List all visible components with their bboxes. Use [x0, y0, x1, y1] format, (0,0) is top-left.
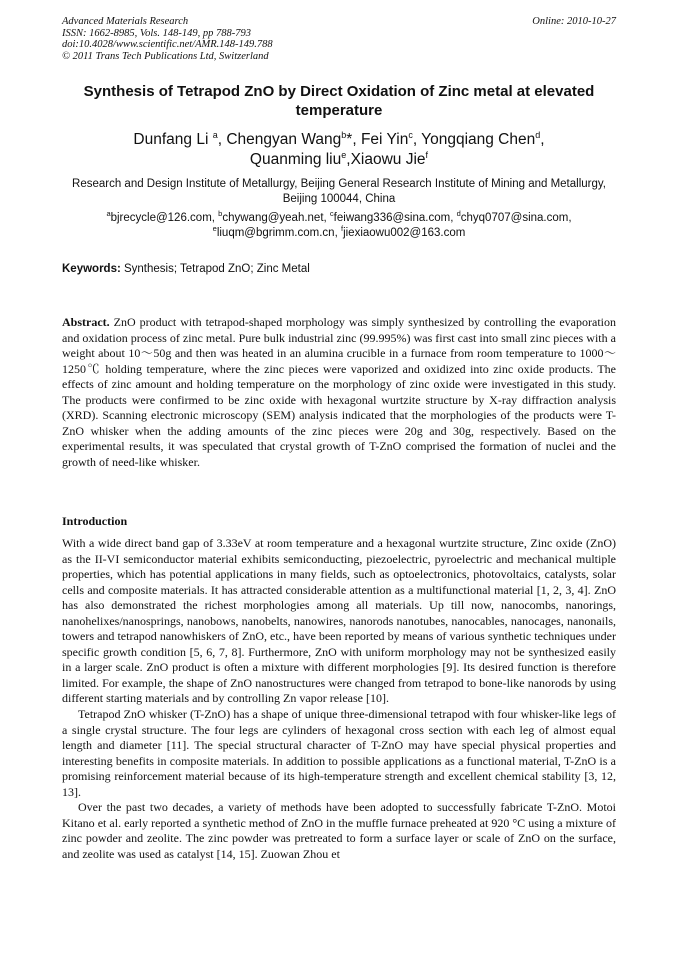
online-date: Online: 2010-10-27	[532, 16, 616, 27]
author-list	[62, 130, 616, 170]
abstract	[62, 315, 616, 470]
journal-copyright: © 2011 Trans Tech Publications Ltd, Switzerland	[62, 50, 269, 62]
keywords-text: Synthesis; Tetrapod ZnO; Zinc Metal	[120, 263, 310, 275]
author: Fei Yin$^c$,	[360, 129, 422, 148]
keywords-label: Keywords:	[62, 263, 121, 275]
paragraph: Over the past two decades, a variety of methods have been adopted to successfully fabricate T-ZnO. Motoi Kitano et al. early reported a synthetic method of ZnO in the muffle furnace preheated at 920 °C using a mixture of zinc powder and zeolite. The zinc powder was pretreated to form a surface layer or scale of ZnO on the surface, and zeolite was used as catalyst [14, 15]. Zuowan Zhou et	[62, 800, 616, 861]
keywords	[62, 262, 616, 277]
email: $^b$chywang@yeah.net,	[218, 209, 330, 224]
author: Yongqiang Chen$^d$,	[421, 129, 545, 148]
section-heading-introduction: Introduction	[62, 514, 128, 528]
email: $^f$jiexiaowu002@163.com	[340, 224, 466, 239]
paragraph: With a wide direct band gap of 3.33eV at room temperature and a hexagonal wurtzite structure, Zinc oxide (ZnO) as the II-VI semiconductor material exhibits semiconducting, piezoelectric, pyroelectric and mechanical multiple properties, which has potential applications in many fields, such as optoelectronics, photovoltaics, catalysts, solar cells and composite materials. It has attracted considerable attention as a multifunctional material [1, 2, 3, 4]. ZnO has also demonstrated the richest morphologies among all materials. Up till now, nanocombs, nanorings, nanohelixes/nanosprings, nanobows, nanobelts, nanowires, nanorods nanotubes, nanocables, nanocages, nanonails, towers and tetrapod nanowhiskers of ZnO, etc., have been reported by means of various synthetic techniques under specific growth condition [5, 6, 7, 8]. Furthermore, ZnO with uniform morphology may not be synthesized easily in a larger scale. ZnO product is often a mixture with different morphologies [9]. Its desired function is therefore limited. For example, the shape of ZnO nanostructures were changed from tetrapod to bone-like nanorods by using different starting materials and by controlling Zn vapor release [10].	[62, 536, 616, 706]
journal-doi: doi:10.4028/www.scientific.net/AMR.148-149.788	[62, 39, 273, 50]
email: $^d$chyq0707@sina.com,	[456, 209, 572, 224]
paragraph: Tetrapod ZnO whisker (T-ZnO) has a shape of unique three-dimensional tetrapod with four whisker-like legs of a single crystal structure. The four legs are cylinders of hexagonal cross section with each leg of almost equal length and diameter [11]. The special structural character of T-ZnO may have special physical properties and interesting benefits in composite materials. In addition to possible applications as a functional material, T-ZnO is a promising reinforcement material because of its high-temperature strength and excellent chemical stability [3, 12, 13].	[62, 707, 616, 799]
abstract-text: ZnO product with tetrapod-shaped morphology was simply synthesized by controlling the evaporation and oxidation process of zinc metal. Pure bulk industrial zinc (99.995%) was first cast into small zinc pieces with a weight about 10～50g and then was heated in an alumina crucible in a furnace from room temperature to 1000～1250℃ holding temperature, where the zinc pieces were vaporized and oxidized into zinc oxide products. The effects of zinc amount and holding temperature on the morphology of zinc oxide were investigated in this study. The products were confirmed to be zinc oxide with hexagonal wurtzite structure by X-ray diffraction analysis (XRD). Scanning electronic microscopy (SEM) analysis indicated that the morphologies of the products were T-ZnO whisker when the adding amounts of the zinc pieces were 20g and 30g, respectively. Based on the experimental results, it was speculated that crystal growth of T-ZnO comprised the formation of nuclei and the growth of need-like whisker.	[62, 315, 616, 469]
author: Xiaowu Jie$^f$	[350, 149, 429, 168]
email: $^a$bjrecycle@126.com,	[106, 209, 219, 224]
paper-title: Synthesis of Tetrapod ZnO by Direct Oxidation of Zinc metal at elevated temperature	[83, 83, 595, 119]
email: $^c$feiwang336@sina.com,	[329, 209, 457, 224]
introduction-body	[62, 536, 616, 862]
journal-header	[62, 16, 616, 62]
journal-name: Advanced Materials Research	[62, 16, 189, 27]
author: Chengyan Wang$^b$*,	[226, 129, 361, 148]
abstract-label: Abstract.	[62, 315, 110, 329]
email-list	[62, 211, 616, 241]
author: Dunfang Li $^a$,	[133, 129, 227, 148]
affiliation: Research and Design Institute of Metallurgy, Beijing General Research Institute of Mining and Metallurgy, Beijing 100044, China	[72, 178, 606, 205]
journal-issn: ISSN: 1662-8985, Vols. 148-149, pp 788-793	[62, 27, 251, 39]
author: Quanming liu$^e$,	[249, 149, 351, 168]
email: $^e$liuqm@bgrimm.com.cn,	[212, 224, 341, 239]
